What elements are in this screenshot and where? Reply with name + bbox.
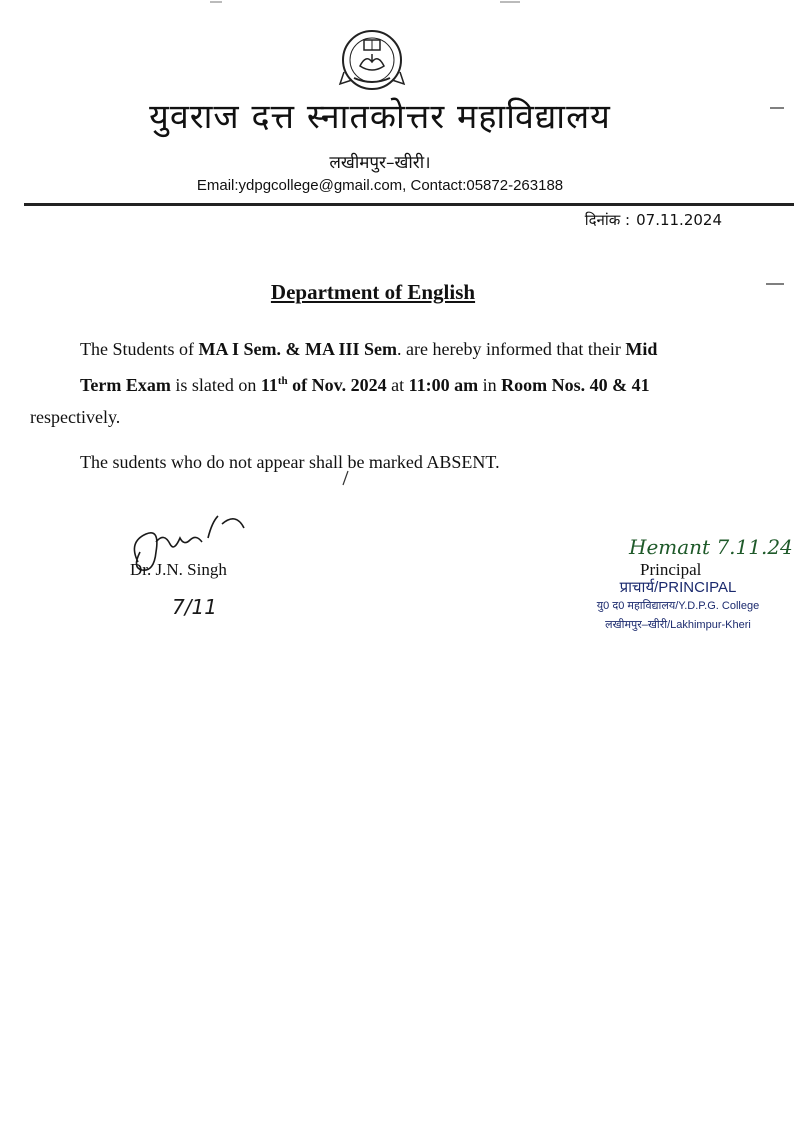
header-divider bbox=[24, 203, 794, 206]
date-label: दिनांक : bbox=[584, 211, 631, 229]
notice-text: . are hereby informed that their bbox=[397, 339, 626, 359]
notice-date bbox=[261, 375, 387, 395]
notice-day-suffix: th bbox=[277, 375, 288, 387]
stamp-line-3: लखीमपुर–खीरी/Lakhimpur-Kheri bbox=[605, 619, 751, 631]
absent-warning: The sudents who do not appear shall be marked ABSENT. bbox=[80, 452, 500, 472]
date-line bbox=[585, 210, 722, 230]
notice-day: 11 bbox=[260, 375, 278, 395]
principal-stamp bbox=[578, 578, 778, 635]
principal-title: Principal bbox=[640, 560, 702, 579]
notice-text: The Students of bbox=[80, 339, 199, 359]
department-title: Department of English bbox=[270, 280, 476, 304]
notice-rooms: Room Nos. 40 & 41 bbox=[501, 375, 650, 395]
notice-exam-a: Mid bbox=[625, 339, 658, 359]
notice-time: 11:00 am bbox=[408, 375, 479, 395]
college-contact: Email:ydpgcollege@gmail.com, Contact:05872-263188 bbox=[196, 177, 564, 194]
notice-line-2 bbox=[80, 366, 650, 400]
notice-text: at bbox=[386, 375, 409, 395]
principal-signature-text: Hemant 7.11.24 bbox=[629, 535, 793, 559]
stamp-line-2: यु0 द0 महाविद्यालय/Y.D.P.G. College bbox=[596, 600, 760, 612]
hod-signature-date: 7/11 bbox=[172, 595, 217, 619]
college-emblem-icon bbox=[330, 28, 414, 92]
notice-classes: MA I Sem. & MA III Sem bbox=[198, 339, 397, 359]
notice-month: of Nov. 2024 bbox=[287, 375, 387, 395]
notice-exam-b: Term Exam bbox=[80, 375, 171, 395]
notice-line-1 bbox=[80, 334, 657, 364]
notice-line-3: respectively. bbox=[30, 407, 121, 427]
college-name: युवराज दत्त स्नातकोत्तर महाविद्यालय bbox=[149, 97, 611, 137]
stamp-line-1: प्राचार्य/PRINCIPAL bbox=[619, 579, 737, 596]
pen-mark bbox=[340, 470, 350, 486]
date-value: 07.11.2024 bbox=[636, 211, 722, 229]
college-city: लखीमपुर–खीरी। bbox=[329, 153, 431, 173]
notice-text: is slated on bbox=[170, 375, 261, 395]
hod-name: Dr. J.N. Singh bbox=[130, 560, 227, 579]
notice-text: in bbox=[478, 375, 502, 395]
